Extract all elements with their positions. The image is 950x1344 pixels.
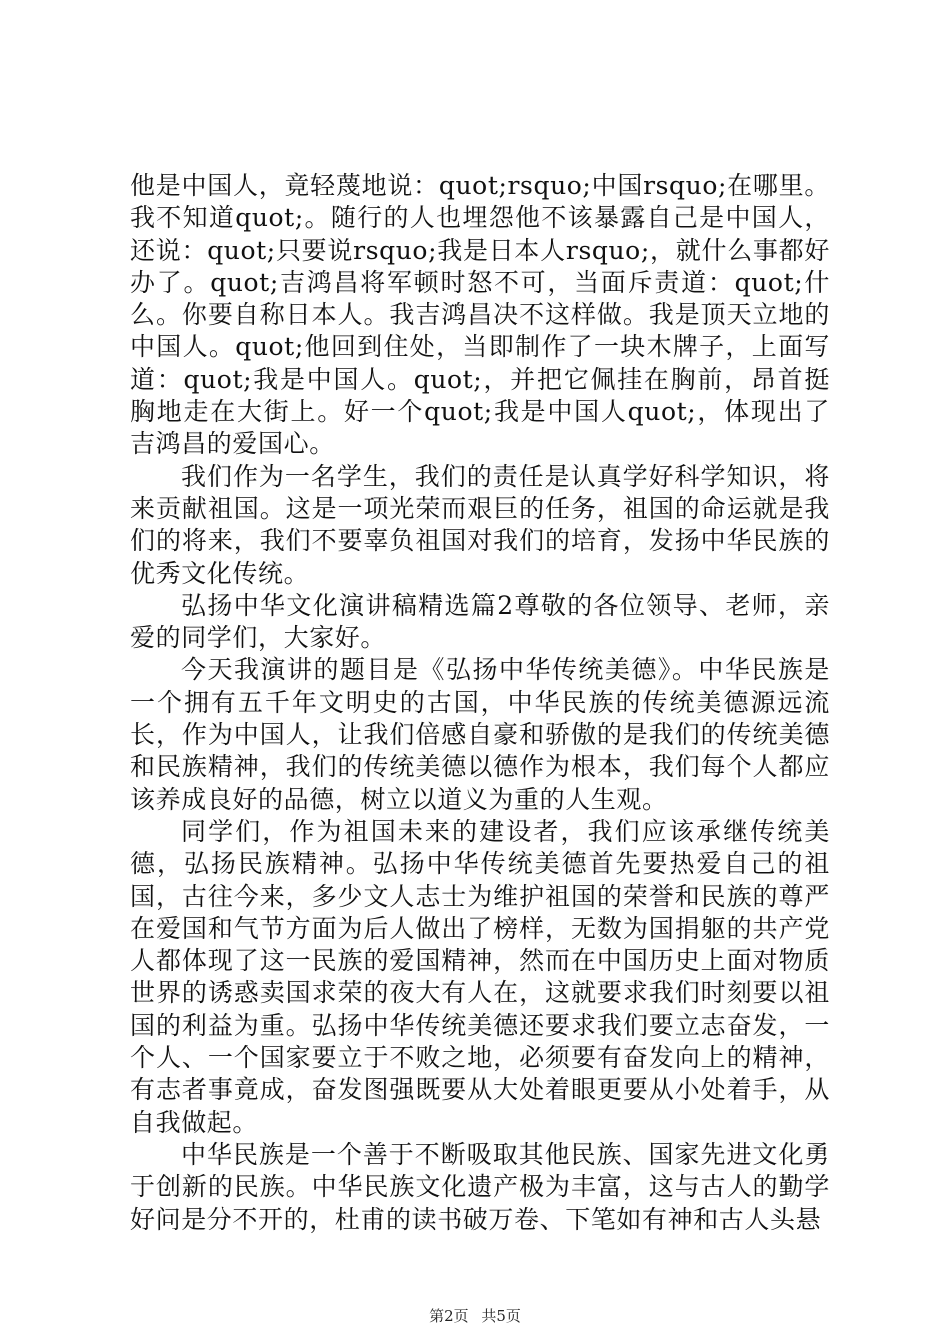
paragraph-1: 他是中国人，竟轻蔑地说：quot;rsquo;中国rsquo;在哪里。我不知道quot;。随行的人也埋怨他不该暴露自己是中国人，还说：quot;只要说rsquo;我是日本人rsquo;，就什么事都好办了。quot;吉鸿昌将军顿时怒不可，当面斥责道：quot;什么。你要自称日本人。我吉鸿昌决不这样做。我是顶天立地的中国人。quot;他回到住处，当即制作了一块木牌子，上面写道：quot;我是中国人。quot;，并把它佩挂在胸前，昂首挺胸地走在大街上。好一个quot;我是中国人quot;，体现出了吉鸿昌的爱国心。 (130, 171, 830, 459)
paragraph-2: 我们作为一名学生，我们的责任是认真学好科学知识，将来贡献祖国。这是一项光荣而艰巨的任务，祖国的命运就是我们的将来，我们不要辜负祖国对我们的培育，发扬中华民族的优秀文化传统。 (130, 461, 830, 588)
document-body (130, 170, 830, 1236)
paragraph-5: 同学们，作为祖国未来的建设者，我们应该承继传统美德，弘扬民族精神。弘扬中华传统美德首先要热爱自己的祖国，古往今来，多少文人志士为维护祖国的荣誉和民族的尊严在爱国和气节方面为后人做出了榜样，无数为国捐躯的共产党人都体现了这一民族的爱国精神，然而在中国历史上面对物质世界的诱惑卖国求荣的夜大有人在，这就要求我们时刻要以祖国的利益为重。弘扬中华传统美德还要求我们要立志奋发，一个人、一个国家要立于不败之地，必须要有奋发向上的精神，有志者事竟成，奋发图强既要从大处着眼更要从小处着手，从自我做起。 (130, 816, 830, 1137)
page-footer (0, 1305, 950, 1326)
paragraph-6: 中华民族是一个善于不断吸取其他民族、国家先进文化勇于创新的民族。中华民族文化遗产极为丰富，这与古人的勤学好问是分不开的，杜甫的读书破万卷、下笔如有神和古人头悬 (130, 1139, 830, 1234)
page-total: 共5页 (481, 1307, 521, 1325)
paragraph-3: 弘扬中华文化演讲稿精选篇2尊敬的各位领导、老师，亲爱的同学们，大家好。 (130, 590, 830, 653)
paragraph-4: 今天我演讲的题目是《弘扬中华传统美德》。中华民族是一个拥有五千年文明史的古国，中华民族的传统美德源远流长，作为中国人，让我们倍感自豪和骄傲的是我们的传统美德和民族精神，我们的传统美德以德作为根本，我们每个人都应该养成良好的品德，树立以道义为重的人生观。 (130, 655, 830, 814)
page-number: 第2页 (429, 1307, 469, 1325)
